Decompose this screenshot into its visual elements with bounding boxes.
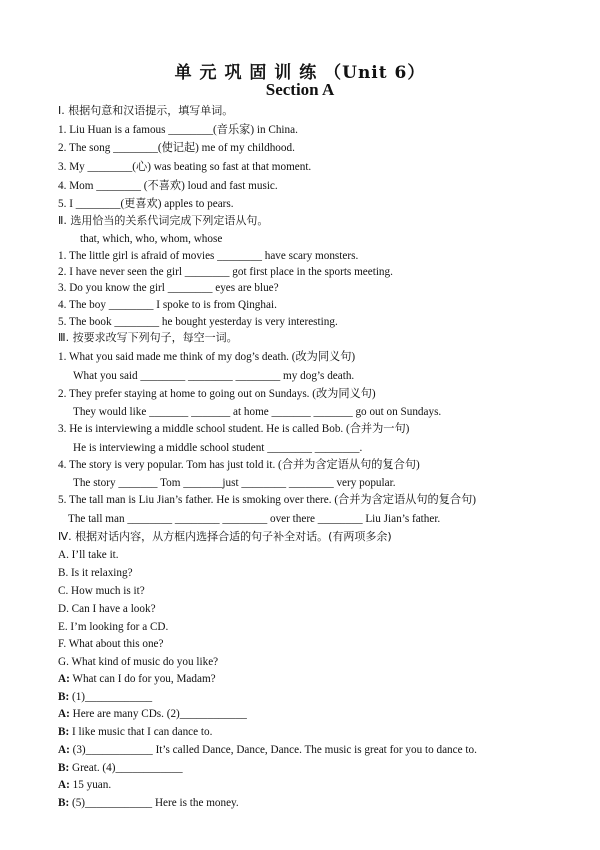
dialogue-text: Great. (4)____________ [69, 762, 183, 774]
dialogue-line [58, 672, 216, 686]
dialogue-text: 15 yuan. [69, 779, 112, 791]
dialogue-line [58, 725, 212, 739]
part1-item: 4. Mom ________ (不喜欢) loud and fast music. [58, 180, 278, 192]
relative-pronoun-list: that, which, who, whom, whose [80, 233, 223, 245]
part2-item: 5. The book ________ he bought yesterday is very interesting. [58, 316, 338, 328]
part2-heading: Ⅱ. 选用恰当的关系代词完成下列定语从句。 [58, 214, 269, 227]
part1-heading: Ⅰ. 根据句意和汉语提示，填写单词。 [58, 104, 234, 117]
dialogue-text: What can I do for you, Madam? [69, 673, 216, 685]
part2-item: 1. The little girl is afraid of movies ________ have scary monsters. [58, 250, 359, 262]
dialogue-line [58, 796, 239, 810]
part1-item: 1. Liu Huan is a famous ________(音乐家) in China. [58, 124, 298, 136]
dialogue-text: (3)____________ It’s called Dance, Dance, Dance. The music is great for you to dance to. [69, 744, 477, 756]
dialogue-line [58, 761, 183, 775]
speaker-label: B: [58, 691, 70, 703]
dialogue-text: Here are many CDs. (2)____________ [69, 708, 247, 720]
speaker-label: B: [58, 762, 70, 774]
option-item: B. Is it relaxing? [58, 567, 133, 579]
dialogue-text: (1)____________ [69, 691, 153, 703]
option-item: E. I’m looking for a CD. [58, 621, 169, 633]
part3-answer: The tall man ________ ________ ________ over there ________ Liu Jian’s father. [68, 513, 441, 525]
section-title: Section A [265, 80, 335, 99]
dialogue-text: (5)____________ Here is the money. [69, 797, 239, 809]
part2-item: 2. I have never seen the girl ________ got first place in the sports meeting. [58, 266, 393, 278]
part3-question: 1. What you said made me think of my dog’s death. (改为同义句) [58, 351, 356, 363]
part3-heading: Ⅲ. 按要求改写下列句子，每空一词。 [58, 331, 238, 344]
speaker-label: B: [58, 726, 70, 738]
part2-item: 3. Do you know the girl ________ eyes are blue? [58, 282, 279, 294]
speaker-label: A: [58, 673, 70, 685]
part3-question: 5. The tall man is Liu Jian’s father. He is smoking over there. (合并为含定语从句的复合句) [58, 494, 477, 506]
worksheet-title: 单 元 巩 固 训 练 （Unit 6） [174, 63, 426, 83]
dialogue-line [58, 778, 111, 792]
part3-question: 4. The story is very popular. Tom has just told it. (合并为含定语从句的复合句) [58, 459, 420, 471]
speaker-label: A: [58, 744, 70, 756]
part3-question: 3. He is interviewing a middle school student. He is called Bob. (合并为一句) [58, 423, 410, 435]
part1-item: 2. The song ________(使记起) me of my childhood. [58, 142, 295, 154]
speaker-label: A: [58, 708, 70, 720]
part3-answer: He is interviewing a middle school student ________ ________. [73, 442, 363, 454]
option-item: D. Can I have a look? [58, 603, 156, 615]
part4-heading: Ⅳ. 根据对话内容，从方框内选择合适的句子补全对话。(有两项多余) [58, 530, 392, 543]
part3-answer: What you said ________ ________ ________ my dog’s death. [73, 370, 355, 382]
speaker-label: A: [58, 779, 70, 791]
option-item: F. What about this one? [58, 638, 164, 650]
part1-item: 5. I ________(更喜欢) apples to pears. [58, 198, 234, 210]
dialogue-line [58, 743, 477, 757]
dialogue-line [58, 690, 152, 704]
part1-item: 3. My ________(心) was beating so fast at that moment. [58, 161, 312, 173]
dialogue-line [58, 707, 247, 721]
option-item: C. How much is it? [58, 585, 145, 597]
part3-question: 2. They prefer staying at home to going out on Sundays. (改为同义句) [58, 388, 376, 400]
speaker-label: B: [58, 797, 70, 809]
dialogue-text: I like music that I can dance to. [69, 726, 213, 738]
part3-answer: The story _______ Tom _______just ________ ________ very popular. [73, 477, 396, 489]
part2-item: 4. The boy ________ I spoke to is from Qinghai. [58, 299, 277, 311]
part3-answer: They would like _______ _______ at home _______ _______ go out on Sundays. [73, 406, 442, 418]
option-item: G. What kind of music do you like? [58, 656, 219, 668]
option-item: A. I’ll take it. [58, 549, 119, 561]
